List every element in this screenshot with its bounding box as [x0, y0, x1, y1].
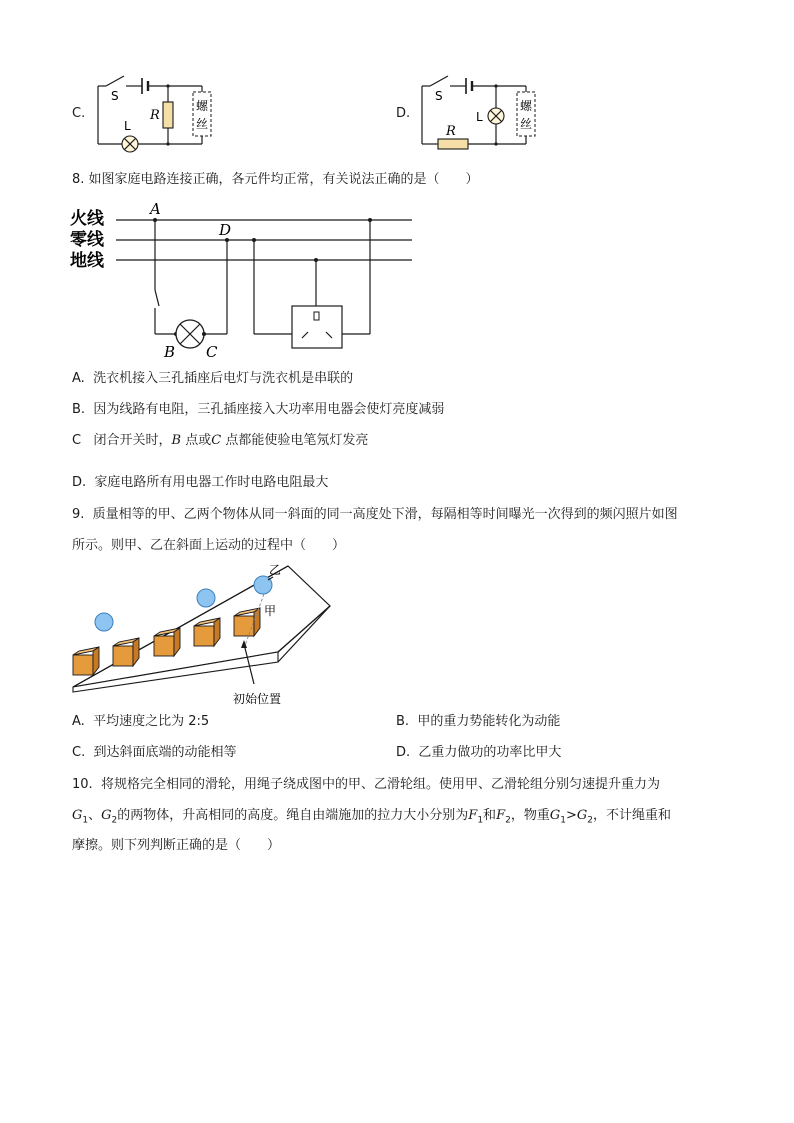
coil-char1-c: 螺 [196, 99, 209, 113]
ball-1 [95, 613, 113, 631]
q9-option-a[interactable] [72, 712, 209, 732]
neutral-wire-label: 零线 [70, 230, 104, 250]
lamp-label-d: L [476, 110, 483, 124]
q10-g1: G [72, 808, 83, 823]
incline-strobe-diagram [68, 562, 338, 710]
q8-option-c-post: 点都能使验电笔氖灯发亮 [225, 433, 369, 448]
q10-line2-mid2: ，物重 [510, 808, 550, 823]
q8-option-a-label: A. [72, 371, 85, 386]
q10-text-1: 将规格完全相同的滑轮，用绳子绕成图中的甲、乙滑轮组。使用甲、乙滑轮组分别匀速提升重力为 [100, 777, 660, 792]
box-2 [113, 638, 139, 666]
box-1 [73, 647, 99, 675]
q9-number: 9. [72, 507, 85, 522]
q8-option-c-label: C [72, 433, 82, 448]
point-b-label: B [164, 343, 176, 361]
q8-option-b-text: 因为线路有电阻，三孔插座接入大功率用电器会使灯亮度减弱 [93, 402, 445, 417]
point-a-label: A [150, 200, 161, 218]
q10-line2-pre: 的两物体，升高相同的高度。绳自由端施加的拉力大小分别为 [117, 808, 469, 823]
option-c-label: C. [72, 106, 86, 121]
q8-option-d[interactable] [72, 473, 328, 493]
q9-stem-1: 质量相等的甲、乙两个物体从同一斜面的同一高度处下滑，每隔相等时间曝光一次得到的频闪照片如图 [92, 507, 678, 522]
q10-g1-sub: 1 [82, 815, 89, 826]
q10-g1b: G [549, 808, 561, 823]
q10-f2: F [496, 808, 506, 823]
coil-char2-c: 丝 [196, 117, 209, 131]
q9-stem-2: 所示。则甲、乙在斜面上运动的过程中（ ） [72, 538, 346, 553]
q10-f1-sub: 1 [477, 815, 484, 826]
circuit-d-diagram [416, 68, 546, 158]
q8-option-c-point-b: B [171, 433, 182, 448]
q9-stem-line-1 [72, 505, 678, 525]
start-position-label: 初始位置 [233, 692, 282, 706]
resistor-label-c: R [150, 108, 160, 123]
q10-comma: 、 [88, 808, 102, 823]
q8-option-a[interactable] [72, 369, 353, 389]
q10-g2b: G [576, 808, 588, 823]
q9-option-b[interactable] [396, 712, 560, 732]
q9-option-c-label: C. [72, 745, 86, 760]
circuit-c-diagram [92, 68, 222, 158]
q8-option-d-label: D. [72, 475, 87, 490]
q9-option-b-label: B. [396, 714, 410, 729]
q9-option-d-text: 乙重力做功的功率比甲大 [418, 745, 562, 760]
q10-g2-sub: 2 [111, 815, 118, 826]
q10-g2b-sub: 2 [587, 815, 593, 826]
point-c-label: C [206, 343, 218, 361]
q9-option-a-label: A. [72, 714, 85, 729]
q10-f2-sub: 2 [505, 815, 511, 826]
resistor-label-d: R [446, 124, 456, 139]
ground-wire-label: 地线 [70, 251, 104, 271]
q10-number: 10. [72, 777, 93, 792]
q10-line-1 [72, 775, 660, 795]
q10-line-2 [72, 806, 671, 831]
q10-gt: > [565, 808, 577, 823]
box-3 [154, 628, 180, 656]
q9-option-a-text: 平均速度之比为 2:5 [93, 714, 210, 729]
q8-stem-line [72, 170, 479, 190]
q9-option-d-label: D. [396, 745, 411, 760]
q9-option-d[interactable] [396, 743, 561, 763]
q8-option-c-mid: 点或 [185, 433, 212, 448]
q8-number: 8. [72, 172, 85, 187]
label-jia: 甲 [264, 604, 277, 618]
q8-option-d-text: 家庭电路所有用电器工作时电路电阻最大 [94, 475, 329, 490]
q9-option-b-text: 甲的重力势能转化为动能 [417, 714, 561, 729]
q10-line2-mid1: 和 [483, 808, 497, 823]
q8-option-c-pre: 闭合开关时， [93, 433, 172, 448]
q10-f1: F [468, 808, 478, 823]
q9-option-c[interactable] [72, 743, 237, 763]
q8-option-a-text: 洗衣机接入三孔插座后电灯与洗衣机是串联的 [93, 371, 354, 386]
live-wire-label: 火线 [70, 209, 104, 229]
option-d-label: D. [396, 106, 411, 121]
q10-g1b-sub: 1 [560, 815, 566, 826]
q9-option-c-text: 到达斜面底端的动能相等 [93, 745, 237, 760]
q10-g2: G [101, 808, 112, 823]
lamp-label-c: L [124, 119, 131, 133]
coil-char1-d: 螺 [520, 99, 533, 113]
q10-line-3: 摩擦。则下列判断正确的是（ ） [72, 838, 281, 853]
q10-line2-post: ，不计绳重和 [593, 808, 672, 823]
q8-stem: 如图家庭电路连接正确，各元件均正常，有关说法正确的是（ ） [88, 172, 479, 187]
label-yi: 乙 [269, 563, 282, 577]
q8-option-c-point-c: C [211, 433, 222, 448]
household-circuit-diagram [70, 198, 420, 363]
point-d-label: D [219, 221, 232, 239]
ball-2 [197, 589, 215, 607]
q8-option-c[interactable] [72, 431, 368, 451]
q8-option-b-label: B. [72, 402, 86, 417]
switch-label-c: S [111, 89, 119, 103]
coil-char2-d: 丝 [520, 117, 533, 131]
q8-option-b[interactable] [72, 400, 444, 420]
switch-label-d: S [435, 89, 443, 103]
